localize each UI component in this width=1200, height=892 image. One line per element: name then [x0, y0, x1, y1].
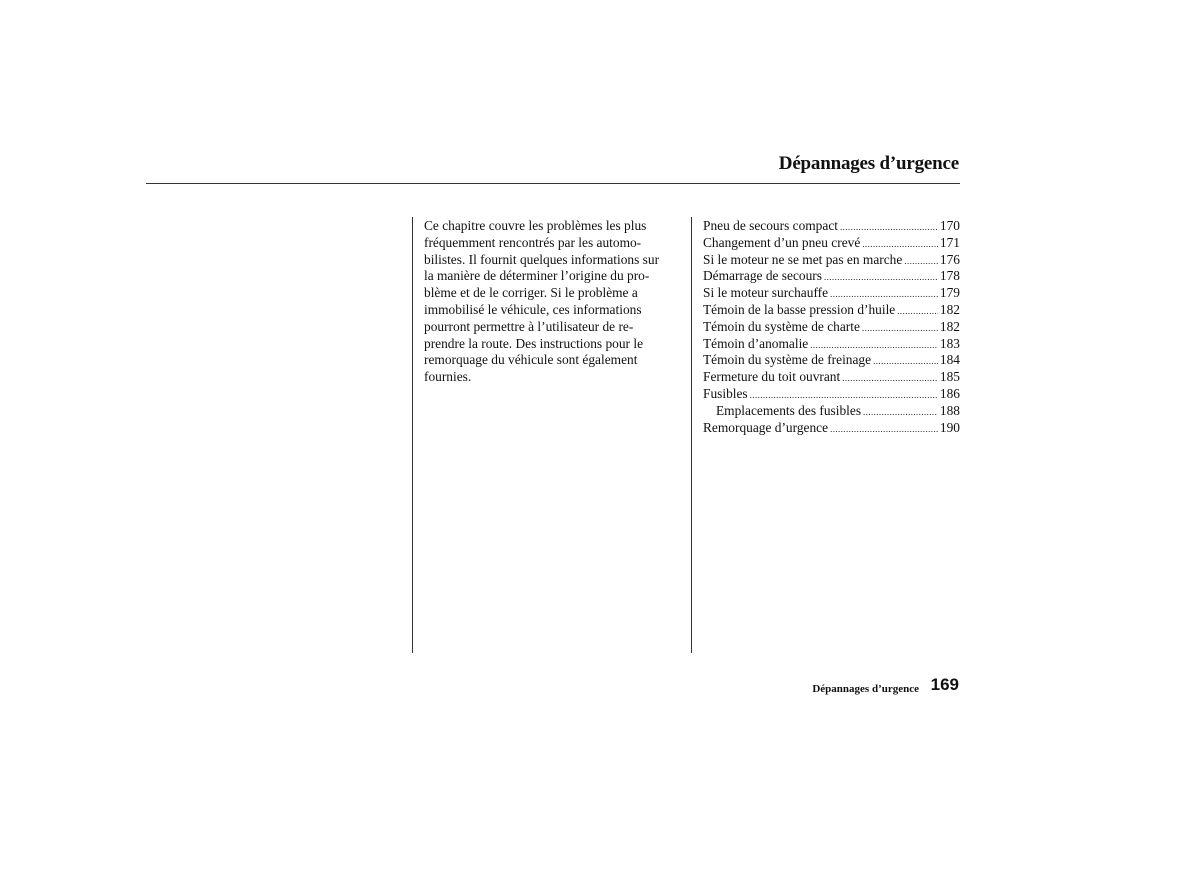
- toc-entry-page: 179: [939, 285, 960, 301]
- toc-entry-label: Fusibles: [703, 385, 748, 401]
- toc-entry-label: Témoin du système de charte: [703, 318, 860, 334]
- toc-entry-label: Si le moteur ne se met pas en marche: [703, 251, 903, 267]
- toc-entry-toit-ouvrant[interactable]: [703, 369, 960, 386]
- toc-entry-page: 178: [939, 268, 960, 284]
- intro-paragraph: [424, 218, 676, 386]
- toc-dot-leader: [904, 253, 938, 270]
- intro-line: immobilisé le véhicule, ces informations: [424, 301, 642, 317]
- toc-entry-systeme-freinage[interactable]: [703, 352, 960, 369]
- intro-line: bilistes. Il fournit quelques informations sur: [424, 251, 660, 267]
- toc-entry-label: Témoin du système de freinage: [703, 352, 872, 368]
- toc-dot-leader: [840, 219, 938, 236]
- intro-line: fréquemment rencontrés par les automo-: [424, 234, 642, 250]
- footer-section-name: Dépannages d’urgence: [812, 683, 919, 695]
- column-divider-left: [412, 217, 413, 653]
- toc-entry-page: 170: [939, 218, 960, 233]
- toc-entry-changement-pneu[interactable]: [703, 235, 960, 252]
- intro-line: Ce chapitre couvre les problèmes les plus: [424, 218, 647, 233]
- toc-entry-label: Témoin d’anomalie: [703, 335, 809, 351]
- intro-line: prendre la route. Des instructions pour le: [424, 335, 644, 351]
- toc-entry-page: 185: [939, 369, 960, 385]
- toc-dot-leader: [862, 236, 938, 253]
- toc-entry-label: Changement d’un pneu crevé: [703, 234, 861, 250]
- toc-entry-page: 183: [939, 335, 960, 351]
- toc-dot-leader: [810, 337, 938, 354]
- toc-entry-page: 190: [939, 419, 960, 435]
- table-of-contents: [703, 218, 960, 436]
- toc-entry-page: 188: [939, 402, 960, 418]
- toc-entry-label: Pneu de secours compact: [703, 218, 838, 233]
- toc-dot-leader: [897, 303, 938, 320]
- toc-dot-leader: [830, 286, 938, 303]
- toc-dot-leader: [862, 320, 938, 337]
- toc-entry-demarrage-secours[interactable]: [703, 268, 960, 285]
- toc-entry-page: 184: [939, 352, 960, 368]
- toc-entry-label: Témoin de la basse pression d’huile: [703, 301, 896, 317]
- toc-entry-remorquage[interactable]: [703, 420, 960, 437]
- toc-entry-pression-huile[interactable]: [703, 302, 960, 319]
- toc-entry-page: 186: [939, 385, 960, 401]
- toc-dot-leader: [824, 269, 938, 286]
- toc-entry-label: Emplacements des fusibles: [716, 402, 862, 418]
- toc-dot-leader: [750, 387, 938, 404]
- toc-dot-leader: [863, 404, 938, 421]
- toc-entry-temoin-anomalie[interactable]: [703, 336, 960, 353]
- toc-entry-moteur-marche[interactable]: [703, 252, 960, 269]
- intro-line: remorquage du véhicule sont également: [424, 352, 638, 368]
- toc-entry-label: Remorquage d’urgence: [703, 419, 829, 435]
- toc-entry-label: Fermeture du toit ouvrant: [703, 369, 841, 385]
- toc-entry-label: Si le moteur surchauffe: [703, 285, 829, 301]
- toc-entry-fusibles[interactable]: [703, 386, 960, 403]
- toc-entry-emplacements-fusibles[interactable]: [703, 403, 960, 420]
- toc-entry-page: 171: [939, 234, 960, 250]
- toc-dot-leader: [873, 353, 938, 370]
- intro-line: la manière de déterminer l’origine du pro-: [424, 268, 650, 284]
- toc-entry-page: 182: [939, 301, 960, 317]
- toc-entry-pneu-de-secours[interactable]: [703, 218, 960, 235]
- header-rule: [146, 183, 960, 184]
- intro-line: blème et de le corriger. Si le problème a: [424, 285, 638, 301]
- footer-page-number: 169: [930, 675, 959, 694]
- toc-entry-page: 182: [939, 318, 960, 334]
- intro-line: fournies.: [424, 369, 472, 385]
- intro-line: pourront permettre à l’utilisateur de re-: [424, 318, 634, 334]
- toc-entry-moteur-surchauffe[interactable]: [703, 285, 960, 302]
- column-divider-right: [691, 217, 692, 653]
- toc-entry-page: 176: [939, 251, 960, 267]
- page-title: Dépannages d’urgence: [778, 153, 959, 174]
- toc-dot-leader: [842, 370, 938, 387]
- toc-entry-systeme-charte[interactable]: [703, 319, 960, 336]
- toc-entry-label: Démarrage de secours: [703, 268, 822, 284]
- toc-dot-leader: [830, 421, 938, 438]
